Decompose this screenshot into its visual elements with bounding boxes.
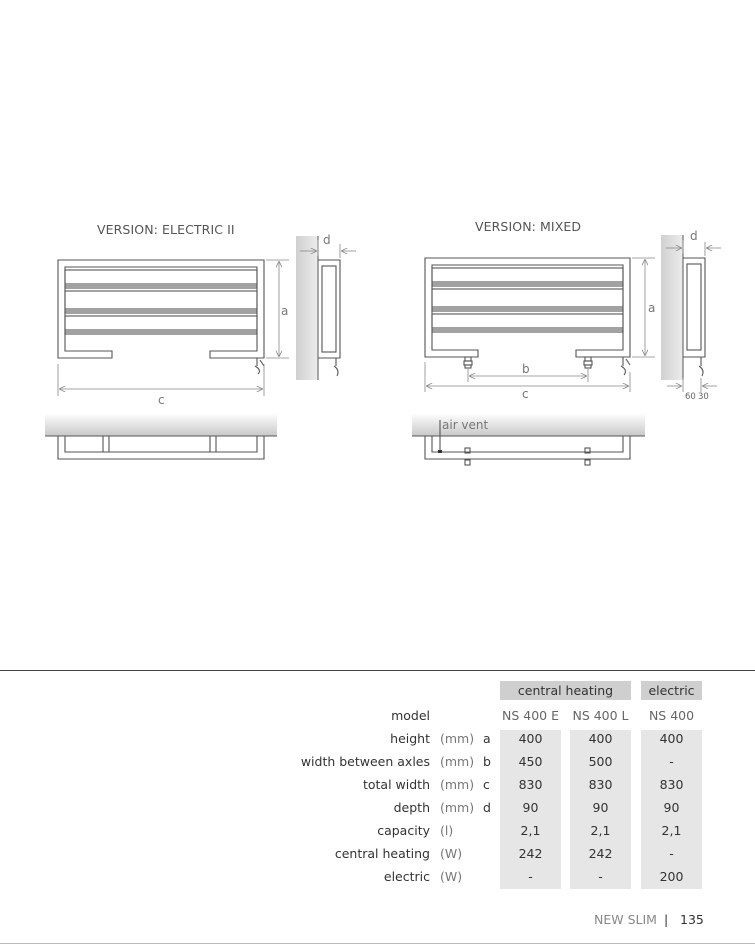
right-version-title: VERSION: MIXED <box>475 219 582 234</box>
row-unit-height: (mm) <box>440 731 475 746</box>
left-side-view <box>296 236 356 380</box>
row-unit-capacity: (l) <box>440 823 454 838</box>
row-unit-electric: (W) <box>440 869 463 884</box>
right-side-view <box>661 235 721 392</box>
cell-height-2: 400 <box>588 731 613 746</box>
pipe-spacing-60: 60 <box>685 392 696 402</box>
model-label: model <box>391 708 430 723</box>
row-unit-central-heating: (W) <box>440 846 463 861</box>
left-dim-d-label: d <box>323 233 331 247</box>
row-code-depth: d <box>483 800 491 815</box>
row-unit-total-width: (mm) <box>440 777 475 792</box>
left-top-view <box>45 413 277 459</box>
row-code-height: a <box>483 731 491 746</box>
model-ns400l: NS 400 L <box>572 708 629 723</box>
left-dim-c <box>58 364 264 396</box>
right-dim-b-label: b <box>522 362 530 376</box>
row-label-capacity: capacity <box>377 823 430 838</box>
footer-separator: | <box>664 912 669 927</box>
row-unit-width-between-axles: (mm) <box>440 754 475 769</box>
row-unit-depth: (mm) <box>440 800 475 815</box>
cell-central-heating-1: 242 <box>518 846 543 861</box>
footer-title: NEW SLIM <box>594 912 657 927</box>
row-label-width-between-axles: width between axles <box>300 754 430 769</box>
right-dim-c-label: c <box>522 387 529 401</box>
cell-capacity-1: 2,1 <box>520 823 541 838</box>
cell-height-1: 400 <box>518 731 543 746</box>
pipe-spacing-30: 30 <box>698 392 709 402</box>
left-front-view <box>58 260 264 374</box>
air-vent-label: air vent <box>442 418 489 432</box>
model-ns400e: NS 400 E <box>502 708 559 723</box>
left-version-title: VERSION: ELECTRIC II <box>97 222 235 237</box>
cell-central-heating-2: 242 <box>588 846 613 861</box>
cell-central-heating-3: - <box>669 846 674 861</box>
section-divider <box>0 670 755 671</box>
cell-depth-1: 90 <box>522 800 539 815</box>
left-dim-a-label: a <box>281 304 289 318</box>
cell-electric-3: 200 <box>659 869 684 884</box>
cell-capacity-3: 2,1 <box>661 823 682 838</box>
bottom-rule <box>0 943 755 944</box>
row-code-width-between-axles: b <box>483 754 491 769</box>
cell-width-between-axles-2: 500 <box>588 754 613 769</box>
cell-electric-1: - <box>528 869 533 884</box>
cell-total-width-3: 830 <box>659 777 684 792</box>
header-electric: electric <box>648 683 695 698</box>
left-dim-c-label: c <box>158 393 165 407</box>
row-label-electric: electric <box>383 869 430 884</box>
cell-depth-2: 90 <box>592 800 609 815</box>
right-front-view <box>425 258 630 375</box>
cell-capacity-2: 2,1 <box>590 823 611 838</box>
page-number: 135 <box>680 912 704 927</box>
row-label-depth: depth <box>393 800 430 815</box>
row-code-total-width: c <box>483 777 490 792</box>
cell-total-width-2: 830 <box>588 777 613 792</box>
cell-width-between-axles-3: - <box>669 754 674 769</box>
right-dim-a-label: a <box>648 301 656 315</box>
header-central-heating: central heating <box>517 683 614 698</box>
row-label-central-heating: central heating <box>334 846 430 861</box>
cell-height-3: 400 <box>659 731 684 746</box>
cell-electric-2: - <box>598 869 603 884</box>
right-dim-d-label: d <box>690 229 698 243</box>
row-label-total-width: total width <box>362 777 430 792</box>
cell-total-width-1: 830 <box>518 777 543 792</box>
cell-depth-3: 90 <box>663 800 680 815</box>
model-ns400: NS 400 <box>648 708 695 723</box>
cell-width-between-axles-1: 450 <box>518 754 543 769</box>
row-label-height: height <box>390 731 430 746</box>
